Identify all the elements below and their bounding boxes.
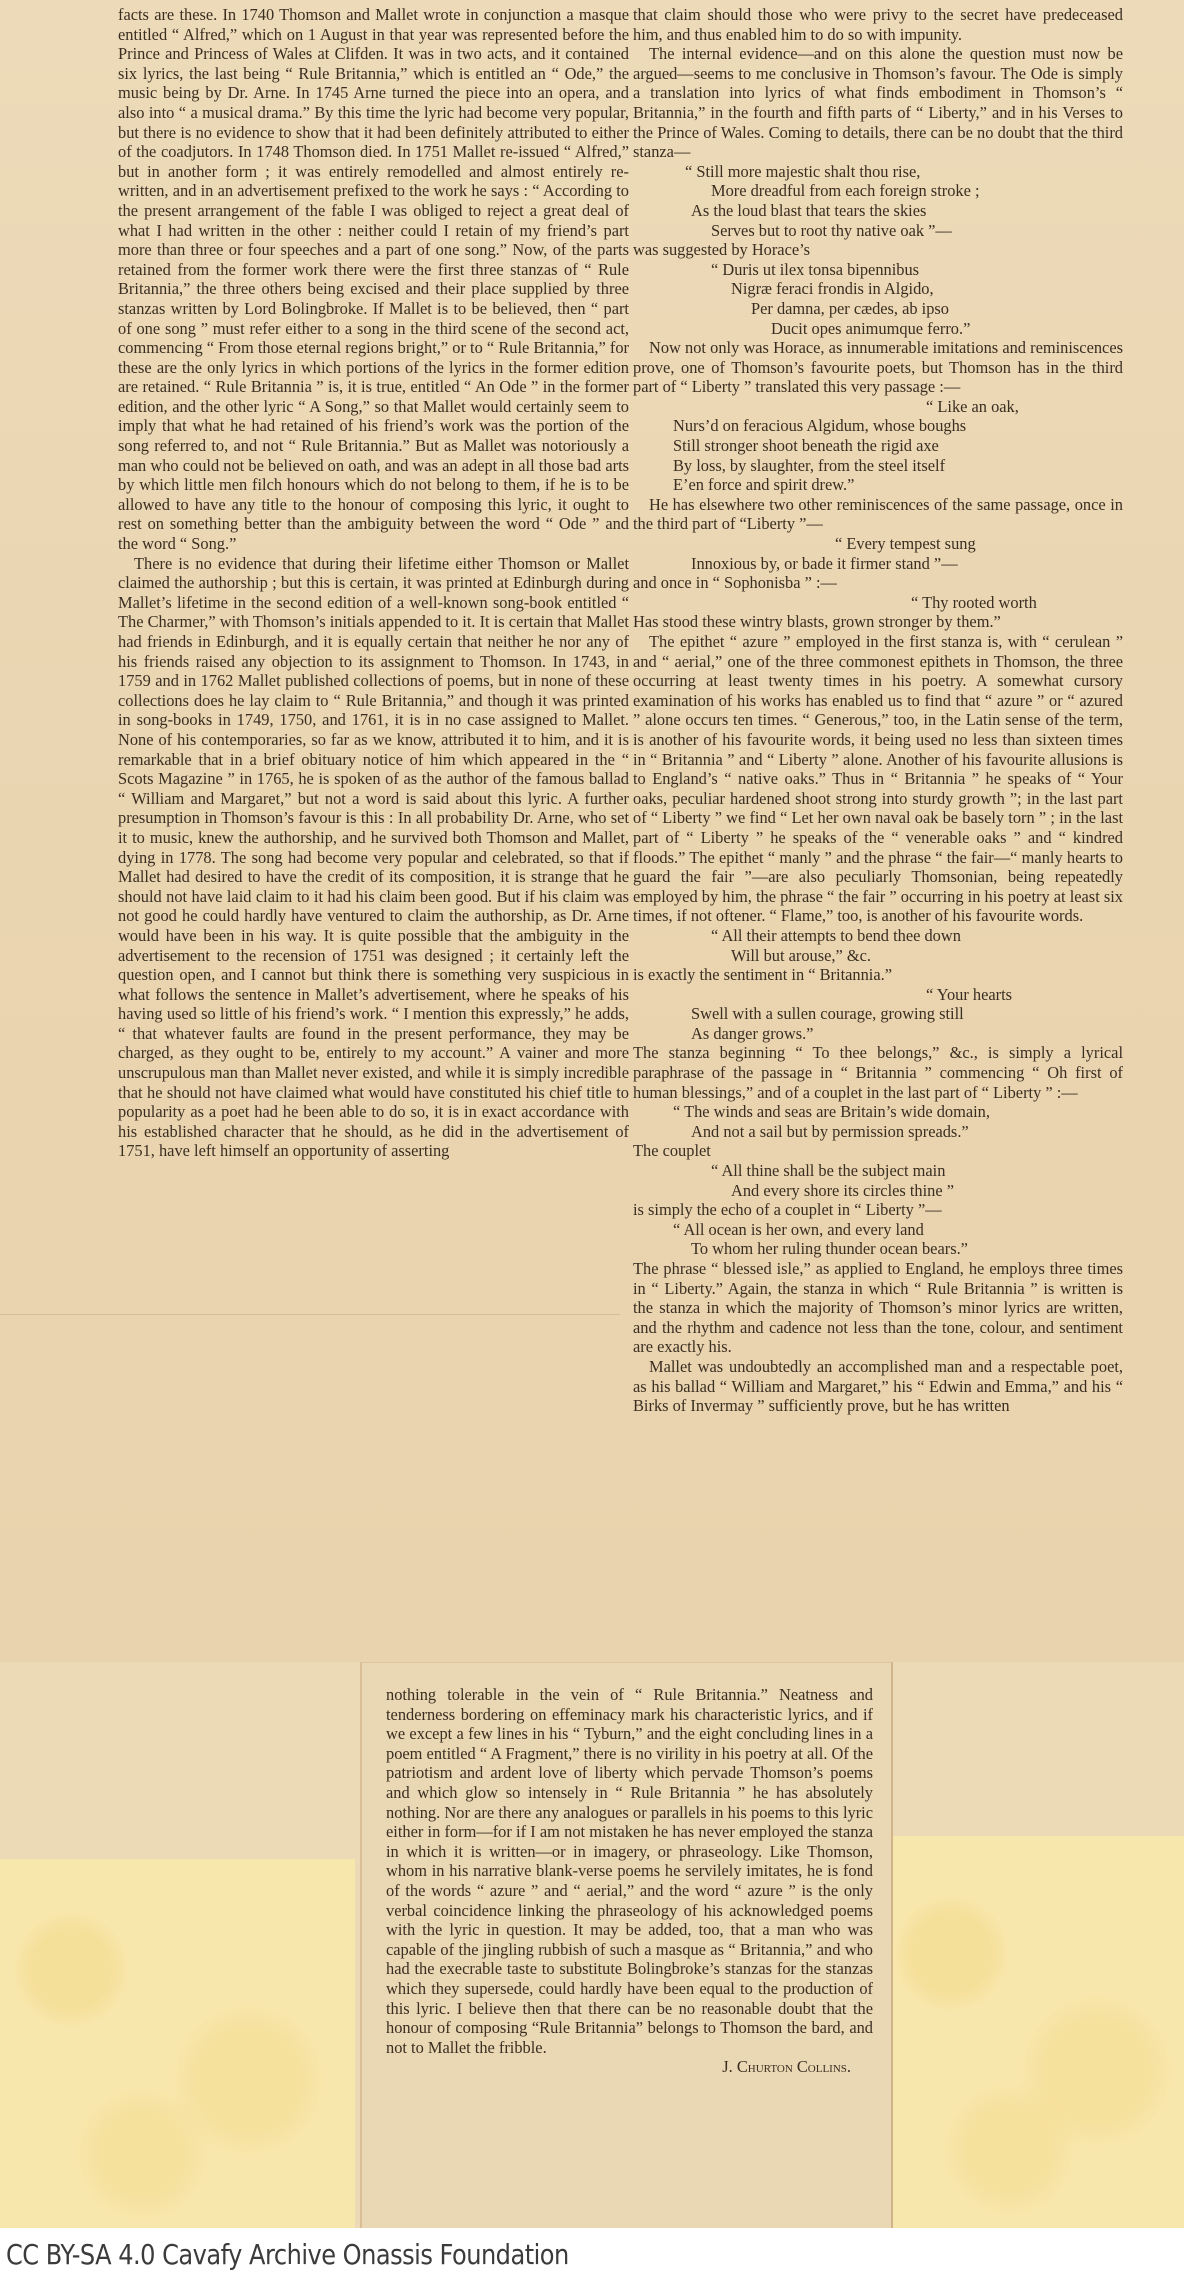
mount-paper-right xyxy=(893,1836,1184,2228)
paragraph: is simply the echo of a couplet in “ Liberty ”— xyxy=(633,1200,942,1220)
verse-quote xyxy=(633,593,1123,632)
verse-line: “ Like an oak, xyxy=(926,396,1019,416)
verse-line: “ Every tempest sung xyxy=(835,534,976,554)
license-attribution: CC BY-SA 4.0 Cavafy Archive Onassis Foundation xyxy=(6,2238,569,2271)
paragraph: The internal evidence—and on this alone the question must now be argued—seems to me conclusive in Thomson’s favour. The Ode is simply a translation into lyrics of what finds embodiment in Thomson’s “ Britannia,” in the fourth and fifth parts of “ Liberty,” and in his Verses to the Prince of Wales. Coming to details, there can be no doubt that the third stanza— xyxy=(633,44,1123,162)
paragraph: facts are these. In 1740 Thomson and Mallet wrote in conjunction a masque entitled “ Alfred,” which on 1 August in that year was represented before the Prince and Princess of Wales at Clifden. It was in two acts, and it contained six lyrics, the last being “ Rule Britannia,” which is entitled an “ Ode,” the music being by Dr. Arne. In 1745 Arne turned the piece into an opera, and also into “ a musical drama.” By this time the lyric had become very popular, but there is no evidence to show that it had been definitely attributed to either of the coadjutors. In 1748 Thomson died. In 1751 Mallet re-issued “ Alfred,” but in another form ; it was entirely remodelled and almost entirely re-written, and in an advertisement prefixed to the work he says : “ According to the present arrangement of the fable I was obliged to reject a great deal of what I had written in the other : neither could I retain of my friend’s part more than three or four speeches and a part of one song.” Now, of the parts retained from the former work there were the first three stanzas of “ Rule Britannia,” the three others being excised and their place supplied by three stanzas written by Lord Bolingbroke. If Mallet is to be believed, then “ part of one song ” must refer either to a song in the third scene of the second act, commencing “ From those eternal regions bright,” or to “ Rule Britannia,” for these are the only lyrics in which portions of the lyrics in the former edition are retained. “ Rule Britannia ” is, it is true, entitled “ An Ode ” in the former edition, and the other lyric “ A Song,” so that Mallet would certainly seem to imply that what he had retained of his friend’s work was the portion of the song referred to, and not “ Rule Britannia.” But as Mallet was notoriously a man who could not be believed on oath, and was an adept in all those bad arts by which little men filch honours which do not belong to them, if he is to be allowed to have any title to the honour of composing this lyric, it ought to rest on something better than the ambiguity between the word “ Ode ” and the word “ Song.” xyxy=(118,5,629,554)
verse-line: “ All thine shall be the subject main xyxy=(711,1161,946,1181)
paragraph: was suggested by Horace’s xyxy=(633,240,811,260)
fold-crease xyxy=(0,1314,620,1315)
footer xyxy=(0,2228,1184,2285)
verse-line: And every shore its circles thine ” xyxy=(731,1180,955,1200)
verse-line: As danger grows.” xyxy=(691,1023,814,1043)
verse-line: More dreadful from each foreign stroke ; xyxy=(711,181,980,201)
paragraph: The couplet xyxy=(633,1141,711,1161)
verse-line: “ Thy rooted worth xyxy=(911,592,1037,612)
paragraph: The phrase “ blessed isle,” as applied to England, he employs three times in “ Liberty.” Again, the stanza in which “ Rule Britannia ” is written is the stanza in which the majority of Thomson’s minor lyrics are written, and the rhythm and cadence not less than the tone, colour, and sentiment are exactly his. xyxy=(633,1259,1123,1357)
article-column-right xyxy=(633,5,1123,1416)
paragraph: The epithet “ azure ” employed in the first stanza is, with “ cerulean ” and “ aerial,” one of the three commonest epithets in Thomson, the three occurring at least twenty times in his poetry. A somewhat cursory examination of his works has enabled us to find that “ azure ” or “ azured ” alone occurs ten times. “ Generous,” too, in the Latin sense of the term, is another of his favourite words, it being used no less than sixteen times in “ Britannia ” and “ Liberty ” alone. Another of his favourite allusions is to England’s “ native oaks.” Thus in “ Britannia ” he speaks of “ Your oaks, peculiar hardened shoot strong into sturdy growth ”; in the last part of “ Liberty ” we find “ Let her own naval oak be basely torn ” ; in the last part of “ Liberty ” he speaks of the “ venerable oaks ” and “ kindred floods.” The epithet “ manly ” and the phrase “ the fair—“ manly hearts to guard the fair ”—are also peculiarly Thomsonian, being repeatedly employed by him, the phrase “ the fair ” occurring in his poetry at least six times, if not oftener. “ Flame,” too, is another of his favourite words. xyxy=(633,632,1123,926)
verse-line: Nurs’d on feracious Algidum, whose boughs xyxy=(673,416,967,436)
verse-line: “ Still more majestic shalt thou rise, xyxy=(685,161,921,181)
verse-line: Nigræ feraci frondis in Algido, xyxy=(731,279,934,299)
verse-line: To whom her ruling thunder ocean bears.” xyxy=(691,1239,968,1259)
paragraph: and once in “ Sophonisba ” :— xyxy=(633,573,837,593)
verse-line: By loss, by slaughter, from the steel itself xyxy=(673,455,946,475)
verse-line: “ Duris ut ilex tonsa bipennibus xyxy=(711,259,920,279)
paragraph: He has elsewhere two other reminiscences of the same passage, once in the third part of “Liberty ”— xyxy=(633,494,1123,534)
author-signature: J. Churton Collins. xyxy=(722,2057,851,2077)
verse-line: E’en force and spirit drew.” xyxy=(673,475,855,495)
verse-line: Swell with a sullen courage, growing still xyxy=(691,1004,964,1024)
verse-line: Has stood these wintry blasts, grown stronger by them.” xyxy=(633,612,1001,632)
verse-line: As the loud blast that tears the skies xyxy=(691,200,927,220)
verse-line: Innoxious by, or bade it firmer stand ”— xyxy=(691,553,958,573)
verse-quote xyxy=(633,260,1123,338)
paragraph: Now not only was Horace, as innumerable imitations and reminiscences prove, one of Thomson’s favourite poets, but Thomson has in the third part of “ Liberty ” translated this very passage :— xyxy=(633,338,1123,397)
mount-paper-left xyxy=(0,1859,355,2228)
verse-line: “ Your hearts xyxy=(926,984,1013,1004)
paragraph: There is no evidence that during their lifetime either Thomson or Mallet claimed the authorship ; but this is certain, it was printed at Edinburgh during Mallet’s lifetime in the second edition of a well-known song-book entitled “ The Charmer,” with Thomson’s initials appended to it. It is certain that Mallet had friends in Edinburgh, and it is equally certain that neither he nor any of his friends raised any objection to its assignment to Thomson. In 1743, in 1759 and in 1762 Mallet published collections of poems, but in none of these collections does he lay claim to “ Rule Britannia,” and though it was printed in song-books in 1749, 1750, and 1761, it is in no case assigned to Mallet. None of his contemporaries, so far as we know, attributed it to him, and it is remarkable that in a brief obituary notice of him which appeared in the “ Scots Magazine ” in 1765, he is spoken of as the author of the famous ballad “ William and Margaret,” but not a word is said about this lyric. A further presumption in Thomson’s favour is this : In all probability Dr. Arne, who set it to music, knew the authorship, and he survived both Thomson and Mallet, dying in 1778. The song had become very popular and celebrated, so that if Mallet had desired to have the credit of its composition, it is strange that he should not have laid claim to it had his claim been good. But if his claim was not good he could hardly have ventured to claim the authorship, as Dr. Arne would have been in his way. It is quite possible that the ambiguity in the advertisement to the recension of 1751 was designed ; it certainly left the question open, and I cannot but think there is something very suspicious in what follows the sentence in Mallet’s advertisement, where he speaks of his having used so little of his friend’s work. “ I mention this expressly,” he adds, “ that whatever faults are found in the present performance, they may be charged, as they ought to be, entirely to my account.” A vainer and more unscrupulous man than Mallet never existed, and while it is simply incredible that he should not have claimed what would have constituted his chief title to popularity as a poet had he been able to do so, it is in exact accordance with his established character that he should, as he did in the advertisement of 1751, have left himself an opportunity of asserting xyxy=(118,553,629,1161)
verse-line: “ All ocean is her own, and every land xyxy=(673,1219,924,1239)
paragraph: nothing tolerable in the vein of “ Rule Britannia.” Neatness and tenderness bordering on effeminacy mark his characteristic lyrics, and if we except a few lines in his “ Tyburn,” and the eight concluding lines in a poem entitled “ A Fragment,” there is no virility in his poetry at all. Of the patriotism and ardent love of liberty which pervade Thomson’s poems and which glow so intensely in “ Rule Britannia ” he has absolutely nothing. Nor are there any analogues or parallels in his poems to this lyric either in form—for if I am not mistaken he has never employed the stanza in which it is written—or in imagery, or phraseology. Like Thomson, whom in his narrative blank-verse poems he servilely imitates, he is fond of the words “ azure ” and “ aerial,” and the word “ azure ” is the only verbal coincidence linking the phraseology of his acknowledged poems with the lyric in question. It may be added, too, that a man who was capable of the jingling rubbish of such a masque as “ Britannia,” and who had the execrable taste to substitute Bolingbroke’s stanzas for the stanzas which they supersede, could hardly have been equal to the production of this lyric. I believe then that there can be no reasonable doubt that the honour of composing “Rule Britannia” belongs to Thomson the bard, and not to Mallet the fribble. xyxy=(386,1685,873,2057)
verse-line: Ducit opes animumque ferro.” xyxy=(771,318,971,338)
verse-line: Will but arouse,” &c. xyxy=(731,945,871,965)
verse-quote xyxy=(633,1102,1123,1141)
verse-quote xyxy=(633,162,1123,240)
paragraph: is exactly the sentiment in “ Britannia.” xyxy=(633,965,892,985)
verse-line: And not a sail but by permission spreads.” xyxy=(691,1121,969,1141)
verse-quote xyxy=(633,397,1123,495)
verse-quote xyxy=(633,926,1123,965)
verse-line: “ The winds and seas are Britain’s wide domain, xyxy=(673,1102,990,1122)
verse-quote xyxy=(633,534,1123,573)
verse-quote xyxy=(633,1161,1123,1200)
article-column-left xyxy=(118,5,629,1161)
verse-line: Per damna, per cædes, ab ipso xyxy=(751,298,950,318)
verse-line: Serves but to root thy native oak ”— xyxy=(711,220,952,240)
article-continuation xyxy=(386,1685,873,2077)
verse-line: “ All their attempts to bend thee down xyxy=(711,925,961,945)
paragraph: Mallet was undoubtedly an accomplished man and a respectable poet, as his ballad “ William and Margaret,” his “ Edwin and Emma,” and his “ Birks of Invermay ” sufficiently prove, but he has written xyxy=(633,1356,1123,1416)
verse-quote xyxy=(633,985,1123,1044)
paragraph: The stanza beginning “ To thee belongs,” &c., is simply a lyrical paraphrase of the passage in “ Britannia ” commencing “ Oh first of human blessings,” and of a couplet in the last part of “ Liberty ” :— xyxy=(633,1043,1123,1102)
paragraph: that claim should those who were privy to the secret have predeceased him, and thus enabled him to do so with impunity. xyxy=(633,5,1123,44)
verse-quote xyxy=(633,1220,1123,1259)
verse-line: Still stronger shoot beneath the rigid axe xyxy=(673,436,939,456)
